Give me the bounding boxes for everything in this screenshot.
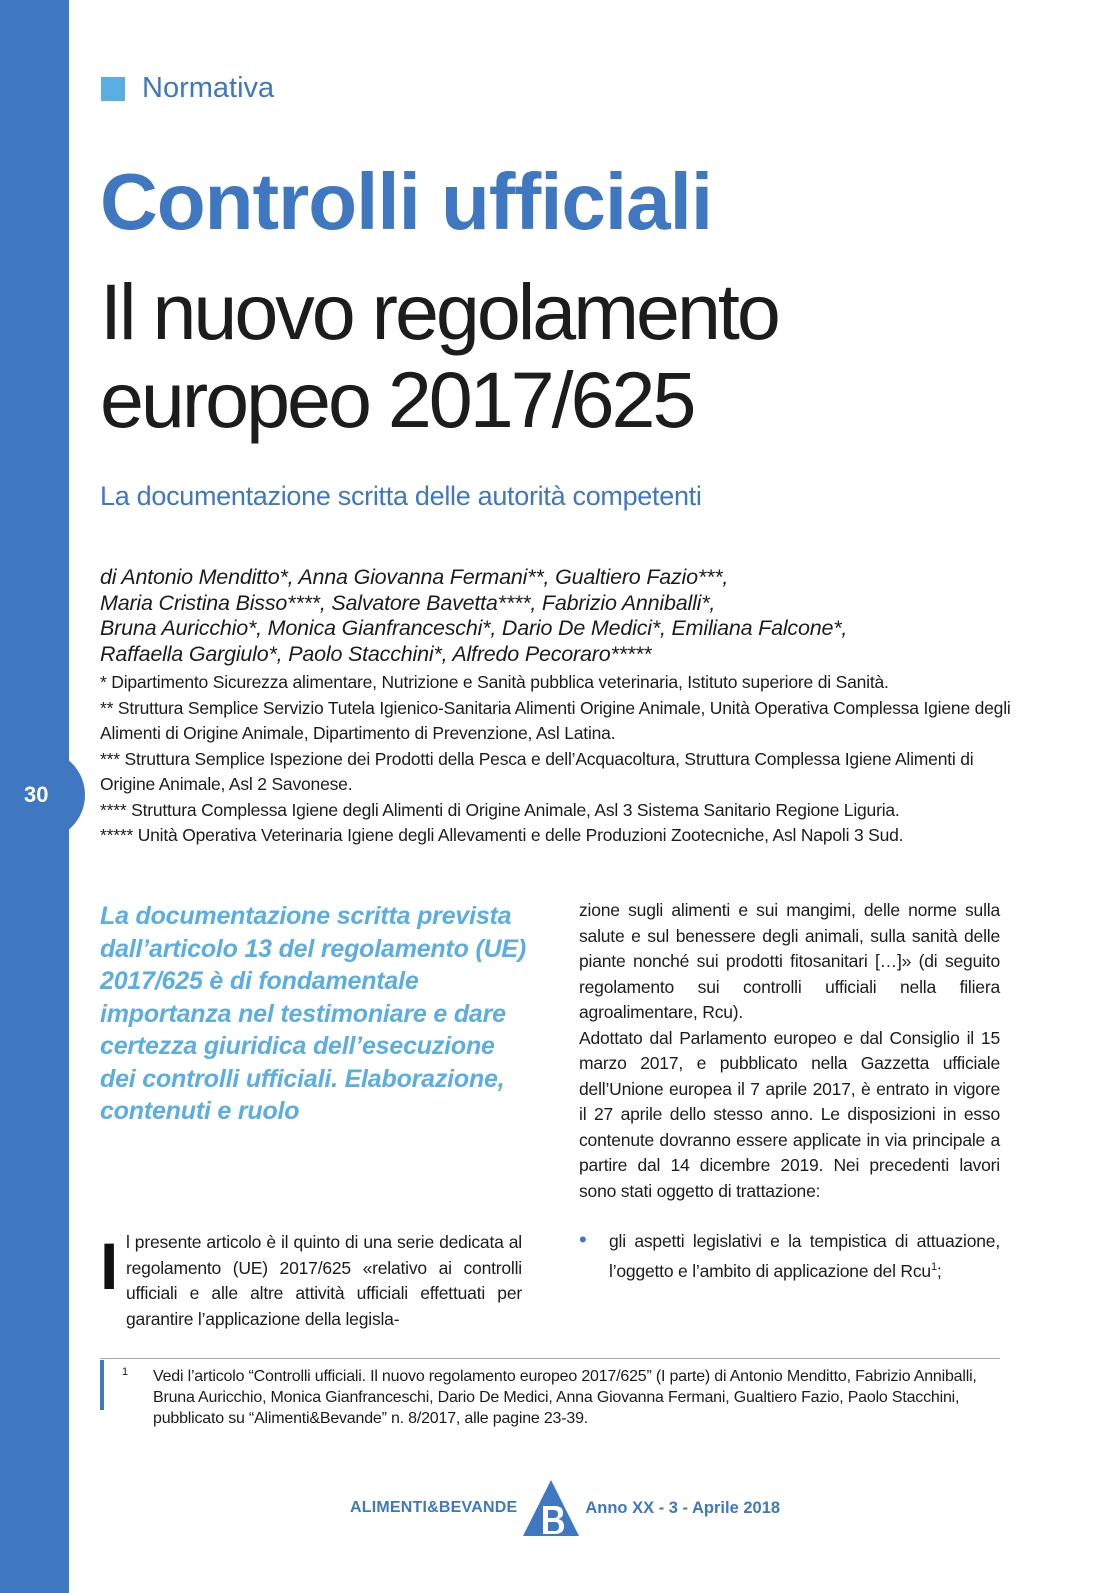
authors-line: Maria Cristina Bisso****, Salvatore Bavetta****, Fabrizio Anniballi*, — [100, 590, 716, 615]
body-paragraph: l presente articolo è il quinto di una serie dedicata al regolamento (UE) 2017/625 «relativo ai controlli ufficiali e alle altre attività ufficiali effettuati per garantire l’applicazione della legisla- — [126, 1232, 522, 1329]
footnote-ref[interactable]: 1 — [930, 1260, 937, 1273]
footnote-divider — [100, 1358, 1000, 1359]
body-paragraph: Adottato dal Parlamento europeo e dal Consiglio il 15 marzo 2017, e pubblicato nella Gazzetta ufficiale dell’Unione europea il 7 aprile 2017, è entrato in vigore il 27 aprile dello stesso anno. Le disposizioni in esso contenute dovranno essere applicate in via principale a partire dal 14 dicembre 2019. Nei precedenti lavori sono stati oggetto di trattazione: — [579, 1027, 1000, 1201]
affiliations — [100, 670, 1030, 849]
drop-cap: I — [100, 1229, 119, 1303]
article-kicker: La documentazione scritta delle autorità competenti — [100, 481, 702, 511]
body-column-left — [100, 1230, 522, 1332]
affiliation: ** Struttura Semplice Servizio Tutela Igienico-Sanitaria Alimenti Origine Animale, Unità Operativa Complessa Igiene degli Alimenti di Origine Animale, Dipartimento di Prevenzione, Asl Latina. — [100, 697, 1011, 743]
authors-line: di Antonio Menditto*, Anna Giovanna Fermani**, Gualtiero Fazio***, — [100, 565, 729, 589]
authors-line: Raffaella Gargiulo*, Paolo Stacchini*, Alfredo Pecoraro***** — [100, 641, 652, 666]
article-subtitle-line-2: europeo 2017/625 — [100, 355, 694, 444]
section-square-icon — [101, 77, 125, 101]
body-column-right — [579, 898, 1000, 1284]
page-number: 30 — [24, 782, 49, 807]
article-subtitle-line-1: Il nuovo regolamento — [100, 267, 778, 356]
footer-issue: Anno XX - 3 - Aprile 2018 — [585, 1498, 781, 1517]
list-item-text-main: gli aspetti legislativi e la tempistica di attuazione, l’oggetto e l’ambito di applicazione del Rcu — [609, 1231, 1000, 1281]
list-item — [579, 1229, 1000, 1284]
footnote-text: Vedi l’articolo “Controlli ufficiali. Il nuovo regolamento europeo 2017/625” (I parte) di Antonio Menditto, Fabrizio Anniballi, Bruna Auricchio, Monica Gianfranceschi, Dario De Medici, Anna Giovanna Fermani, Gualtiero Fazio, Paolo Stacchini, pubblicato su “Alimenti&Bevande” n. 8/2017, alle pagine 23-39. — [153, 1368, 977, 1427]
authors-line: Bruna Auricchio*, Monica Gianfranceschi*, Dario De Medici*, Emiliana Falcone*, — [100, 616, 848, 640]
list-item-text-end: ; — [936, 1260, 942, 1281]
lead-paragraph: La documentazione scritta prevista dall’articolo 13 del regolamento (UE) 2017/625 è di fondamentale importanza nel testimoniare e dare certezza giuridica dell’esecuzione dei controlli ufficiali. Elaborazione, contenuti e ruolo — [100, 902, 527, 1125]
bullet-icon: • — [579, 1227, 587, 1252]
page-number-tab — [0, 750, 85, 840]
authors — [100, 565, 1010, 667]
section-tag — [101, 72, 274, 105]
affiliation: * Dipartimento Sicurezza alimentare, Nutrizione e Sanità pubblica veterinaria, Istituto superiore di Sanità. — [100, 672, 889, 692]
page-footer — [350, 1478, 780, 1538]
list-item-text — [609, 1229, 1000, 1284]
footnote-number: 1 — [122, 1366, 128, 1378]
triangle-b-logo-icon — [521, 1478, 581, 1538]
body-paragraph: zione sugli alimenti e sui mangimi, delle norme sulla salute e sul benessere degli animali, sulla sanità delle piante nonché sui prodotti fitosanitari […]» (di seguito regolamento sui controlli ufficiali nella filiera agroalimentare, Rcu). — [579, 900, 1000, 1022]
bullet-list — [579, 1229, 1000, 1284]
footer-brand: ALIMENTI&BEVANDE — [350, 1499, 518, 1516]
footnote — [122, 1366, 1002, 1429]
section-label: Normativa — [142, 72, 275, 104]
footnote-accent-bar — [100, 1360, 104, 1410]
article-title: Controlli ufficiali — [100, 157, 713, 246]
article-subtitle-heading — [100, 268, 778, 444]
affiliation: *** Struttura Semplice Ispezione dei Prodotti della Pesca e dell’Acquacoltura, Struttura Complessa Igiene Alimenti di Origine Animale, Asl 2 Savonese. — [100, 748, 974, 794]
affiliation: ***** Unità Operativa Veterinaria Igiene degli Allevamenti e delle Produzioni Zootecniche, Asl Napoli 3 Sud. — [100, 825, 904, 845]
affiliation: **** Struttura Complessa Igiene degli Alimenti di Origine Animale, Asl 3 Sistema Sanitario Regione Liguria. — [100, 799, 900, 820]
